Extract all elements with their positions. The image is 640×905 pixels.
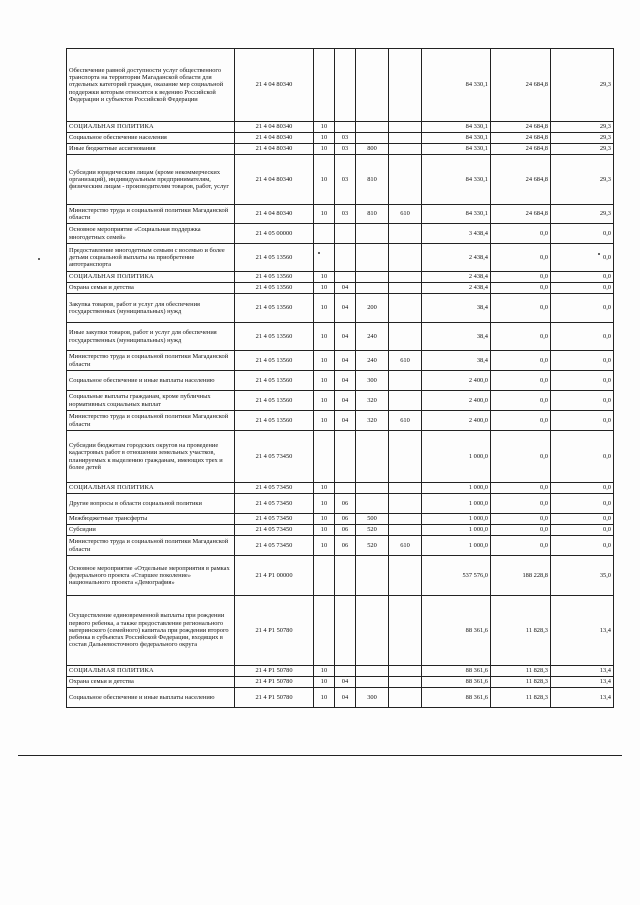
planned-amount-cell: 38,4 — [422, 294, 491, 323]
planned-amount-cell: 84 330,1 — [422, 155, 491, 205]
expense-type-cell: 800 — [356, 144, 389, 155]
executed-amount-cell: 24 684,8 — [491, 144, 551, 155]
section-cell: 10 — [314, 351, 335, 371]
row-name-cell: Межбюджетные трансферты — [67, 514, 235, 525]
table-row — [67, 155, 614, 205]
target-code-cell: 21 4 04 80340 — [235, 205, 314, 224]
administrator-cell — [389, 371, 422, 391]
planned-amount-cell: 88 361,6 — [422, 688, 491, 708]
administrator-cell — [389, 391, 422, 411]
expense-type-cell: 200 — [356, 294, 389, 323]
target-code-cell: 21 4 05 13560 — [235, 391, 314, 411]
table-row — [67, 677, 614, 688]
section-cell: 10 — [314, 514, 335, 525]
target-code-cell: 21 4 05 00000 — [235, 224, 314, 244]
subsection-cell — [335, 431, 356, 483]
planned-amount-cell: 2 438,4 — [422, 272, 491, 283]
section-cell: 10 — [314, 122, 335, 133]
expense-type-cell — [356, 596, 389, 666]
execution-percent-cell: 29,3 — [551, 49, 614, 122]
execution-percent-cell: 0,0 — [551, 351, 614, 371]
row-name-cell: Министерство труда и социальной политики Магаданской области — [67, 536, 235, 556]
executed-amount-cell: 11 828,3 — [491, 596, 551, 666]
section-cell: 10 — [314, 155, 335, 205]
section-cell: 10 — [314, 525, 335, 536]
row-name-cell: Основное мероприятие «Отдельные мероприятия в рамках федерального проекта «Старшее поколение» национального проекта «Демография» — [67, 556, 235, 596]
expense-type-cell: 320 — [356, 391, 389, 411]
table-body — [67, 49, 614, 708]
subsection-cell: 03 — [335, 144, 356, 155]
expense-type-cell: 520 — [356, 536, 389, 556]
subsection-cell — [335, 49, 356, 122]
administrator-cell: 610 — [389, 411, 422, 431]
subsection-cell: 04 — [335, 677, 356, 688]
expense-type-cell — [356, 677, 389, 688]
planned-amount-cell: 84 330,1 — [422, 49, 491, 122]
subsection-cell — [335, 666, 356, 677]
execution-percent-cell: 0,0 — [551, 391, 614, 411]
executed-amount-cell: 0,0 — [491, 294, 551, 323]
target-code-cell: 21 4 Р1 50780 — [235, 596, 314, 666]
table-row — [67, 205, 614, 224]
executed-amount-cell: 24 684,8 — [491, 122, 551, 133]
administrator-cell — [389, 122, 422, 133]
executed-amount-cell: 0,0 — [491, 411, 551, 431]
execution-percent-cell: 0,0 — [551, 411, 614, 431]
administrator-cell — [389, 144, 422, 155]
row-name-cell: Охрана семьи и детства — [67, 677, 235, 688]
table-row — [67, 688, 614, 708]
subsection-cell: 03 — [335, 205, 356, 224]
execution-percent-cell: 29,3 — [551, 144, 614, 155]
target-code-cell: 21 4 04 80340 — [235, 49, 314, 122]
expense-type-cell — [356, 283, 389, 294]
expense-type-cell — [356, 431, 389, 483]
executed-amount-cell: 0,0 — [491, 224, 551, 244]
row-name-cell: Министерство труда и социальной политики Магаданской области — [67, 205, 235, 224]
table-row — [67, 351, 614, 371]
planned-amount-cell: 2 438,4 — [422, 244, 491, 272]
administrator-cell — [389, 596, 422, 666]
row-name-cell: Социальные выплаты гражданам, кроме публичных нормативных социальных выплат — [67, 391, 235, 411]
execution-percent-cell: 0,0 — [551, 323, 614, 351]
execution-percent-cell: 0,0 — [551, 272, 614, 283]
row-name-cell: Охрана семьи и детства — [67, 283, 235, 294]
expense-type-cell: 240 — [356, 323, 389, 351]
planned-amount-cell: 38,4 — [422, 351, 491, 371]
row-name-cell: Иные бюджетные ассигнования — [67, 144, 235, 155]
section-cell: 10 — [314, 294, 335, 323]
administrator-cell: 610 — [389, 536, 422, 556]
executed-amount-cell: 0,0 — [491, 283, 551, 294]
planned-amount-cell: 84 330,1 — [422, 144, 491, 155]
planned-amount-cell: 1 000,0 — [422, 536, 491, 556]
execution-percent-cell: 0,0 — [551, 494, 614, 514]
executed-amount-cell: 0,0 — [491, 323, 551, 351]
section-cell: 10 — [314, 371, 335, 391]
table-row — [67, 411, 614, 431]
row-name-cell: СОЦИАЛЬНАЯ ПОЛИТИКА — [67, 666, 235, 677]
planned-amount-cell: 1 000,0 — [422, 431, 491, 483]
execution-percent-cell: 0,0 — [551, 244, 614, 272]
planned-amount-cell: 3 438,4 — [422, 224, 491, 244]
expense-type-cell: 810 — [356, 155, 389, 205]
administrator-cell — [389, 666, 422, 677]
planned-amount-cell: 2 400,0 — [422, 371, 491, 391]
subsection-cell — [335, 244, 356, 272]
row-name-cell: Субсидии — [67, 525, 235, 536]
row-name-cell: Социальное обеспечение и иные выплаты населению — [67, 688, 235, 708]
execution-percent-cell: 0,0 — [551, 283, 614, 294]
administrator-cell: 610 — [389, 205, 422, 224]
planned-amount-cell: 1 000,0 — [422, 483, 491, 494]
planned-amount-cell: 2 438,4 — [422, 283, 491, 294]
execution-percent-cell: 0,0 — [551, 294, 614, 323]
administrator-cell — [389, 323, 422, 351]
executed-amount-cell: 0,0 — [491, 244, 551, 272]
section-cell: 10 — [314, 688, 335, 708]
execution-percent-cell: 13,4 — [551, 596, 614, 666]
target-code-cell: 21 4 05 73450 — [235, 431, 314, 483]
execution-percent-cell: 0,0 — [551, 483, 614, 494]
expense-type-cell: 320 — [356, 411, 389, 431]
subsection-cell: 04 — [335, 351, 356, 371]
subsection-cell — [335, 483, 356, 494]
expense-type-cell — [356, 49, 389, 122]
table-row — [67, 391, 614, 411]
target-code-cell: 21 4 04 80340 — [235, 133, 314, 144]
planned-amount-cell: 537 576,0 — [422, 556, 491, 596]
execution-percent-cell: 0,0 — [551, 224, 614, 244]
table-row — [67, 666, 614, 677]
target-code-cell: 21 4 05 13560 — [235, 371, 314, 391]
execution-percent-cell: 29,3 — [551, 122, 614, 133]
subsection-cell — [335, 272, 356, 283]
section-cell: 10 — [314, 144, 335, 155]
section-cell: 10 — [314, 411, 335, 431]
administrator-cell — [389, 224, 422, 244]
row-name-cell: Субсидии бюджетам городских округов на проведение кадастровых работ в отношении земельных участков, планируемых к выделению гражданам, имеющих трех и более детей — [67, 431, 235, 483]
expense-type-cell — [356, 122, 389, 133]
scan-speck — [598, 253, 600, 255]
execution-percent-cell: 13,4 — [551, 677, 614, 688]
table-row — [67, 49, 614, 122]
table-row — [67, 596, 614, 666]
section-cell: 10 — [314, 666, 335, 677]
executed-amount-cell: 0,0 — [491, 371, 551, 391]
target-code-cell: 21 4 Р1 50780 — [235, 688, 314, 708]
target-code-cell: 21 4 05 73450 — [235, 494, 314, 514]
section-cell — [314, 431, 335, 483]
section-cell — [314, 596, 335, 666]
table-row — [67, 283, 614, 294]
target-code-cell: 21 4 05 13560 — [235, 272, 314, 283]
table-row — [67, 272, 614, 283]
executed-amount-cell: 11 828,3 — [491, 688, 551, 708]
administrator-cell — [389, 483, 422, 494]
expense-type-cell — [356, 666, 389, 677]
section-cell: 10 — [314, 494, 335, 514]
expense-type-cell — [356, 272, 389, 283]
executed-amount-cell: 24 684,8 — [491, 49, 551, 122]
executed-amount-cell: 188 228,8 — [491, 556, 551, 596]
table-row — [67, 294, 614, 323]
subsection-cell: 04 — [335, 294, 356, 323]
planned-amount-cell: 1 000,0 — [422, 494, 491, 514]
subsection-cell — [335, 122, 356, 133]
section-cell: 10 — [314, 391, 335, 411]
execution-percent-cell: 13,4 — [551, 688, 614, 708]
subsection-cell: 06 — [335, 536, 356, 556]
table-row — [67, 483, 614, 494]
table-row — [67, 514, 614, 525]
administrator-cell — [389, 133, 422, 144]
section-cell: 10 — [314, 323, 335, 351]
row-name-cell: Министерство труда и социальной политики Магаданской области — [67, 411, 235, 431]
row-name-cell: Другие вопросы в области социальной политики — [67, 494, 235, 514]
planned-amount-cell: 2 400,0 — [422, 391, 491, 411]
table-row — [67, 244, 614, 272]
administrator-cell — [389, 244, 422, 272]
executed-amount-cell: 0,0 — [491, 483, 551, 494]
table-row — [67, 144, 614, 155]
expense-type-cell — [356, 494, 389, 514]
page-bottom-rule — [18, 755, 622, 756]
table-row — [67, 536, 614, 556]
section-cell: 10 — [314, 205, 335, 224]
section-cell — [314, 244, 335, 272]
section-cell: 10 — [314, 483, 335, 494]
target-code-cell: 21 4 04 80340 — [235, 144, 314, 155]
administrator-cell — [389, 49, 422, 122]
target-code-cell: 21 4 05 13560 — [235, 294, 314, 323]
target-code-cell: 21 4 05 13560 — [235, 244, 314, 272]
section-cell: 10 — [314, 536, 335, 556]
executed-amount-cell: 24 684,8 — [491, 205, 551, 224]
executed-amount-cell: 24 684,8 — [491, 133, 551, 144]
execution-percent-cell: 29,3 — [551, 155, 614, 205]
row-name-cell: Обеспечение равной доступности услуг общественного транспорта на территории Магаданской области для отдельных категорий граждан, оказание мер социальной поддержки которым относится к ведению Российской Федерации и субъектов Российской Федерации — [67, 49, 235, 122]
row-name-cell: Предоставление многодетным семьям с восемью и более детьми социальной выплаты на приобретение автотранспорта — [67, 244, 235, 272]
administrator-cell — [389, 525, 422, 536]
target-code-cell: 21 4 05 13560 — [235, 283, 314, 294]
subsection-cell: 04 — [335, 391, 356, 411]
executed-amount-cell: 0,0 — [491, 351, 551, 371]
planned-amount-cell: 88 361,6 — [422, 666, 491, 677]
row-name-cell: Субсидии юридическим лицам (кроме некоммерческих организаций), индивидуальным предпринимателям, физическим лицам - производителям товаров, работ, услуг — [67, 155, 235, 205]
target-code-cell: 21 4 Р1 50780 — [235, 677, 314, 688]
execution-percent-cell: 0,0 — [551, 536, 614, 556]
administrator-cell — [389, 283, 422, 294]
target-code-cell: 21 4 05 73450 — [235, 483, 314, 494]
planned-amount-cell: 88 361,6 — [422, 596, 491, 666]
execution-percent-cell: 0,0 — [551, 371, 614, 391]
target-code-cell: 21 4 05 13560 — [235, 351, 314, 371]
planned-amount-cell: 38,4 — [422, 323, 491, 351]
planned-amount-cell: 1 000,0 — [422, 514, 491, 525]
table-row — [67, 133, 614, 144]
scan-speck — [38, 258, 40, 260]
subsection-cell — [335, 596, 356, 666]
executed-amount-cell: 11 828,3 — [491, 666, 551, 677]
executed-amount-cell: 0,0 — [491, 391, 551, 411]
subsection-cell — [335, 556, 356, 596]
table-row — [67, 494, 614, 514]
execution-percent-cell: 29,3 — [551, 205, 614, 224]
target-code-cell: 21 4 Р1 00000 — [235, 556, 314, 596]
executed-amount-cell: 0,0 — [491, 494, 551, 514]
row-name-cell: Иные закупки товаров, работ и услуг для обеспечения государственных (муниципальных) нужд — [67, 323, 235, 351]
executed-amount-cell: 0,0 — [491, 525, 551, 536]
subsection-cell: 04 — [335, 688, 356, 708]
executed-amount-cell: 0,0 — [491, 514, 551, 525]
planned-amount-cell: 2 400,0 — [422, 411, 491, 431]
table-row — [67, 371, 614, 391]
administrator-cell — [389, 494, 422, 514]
planned-amount-cell: 84 330,1 — [422, 133, 491, 144]
execution-percent-cell: 0,0 — [551, 514, 614, 525]
subsection-cell: 03 — [335, 155, 356, 205]
section-cell: 10 — [314, 133, 335, 144]
scan-speck — [318, 252, 320, 254]
target-code-cell: 21 4 04 80340 — [235, 155, 314, 205]
row-name-cell: Закупка товаров, работ и услуг для обеспечения государственных (муниципальных) нужд — [67, 294, 235, 323]
row-name-cell: Министерство труда и социальной политики Магаданской области — [67, 351, 235, 371]
target-code-cell: 21 4 05 13560 — [235, 323, 314, 351]
row-name-cell: Осуществление единовременной выплаты при рождении первого ребенка, а также предоставление регионального материнского (семейного) капитала при рождении второго ребенка в субъектах Российской Федерации, входящих в состав Дальневосточного федерального округа — [67, 596, 235, 666]
subsection-cell: 04 — [335, 411, 356, 431]
section-cell — [314, 49, 335, 122]
table-row — [67, 525, 614, 536]
target-code-cell: 21 4 05 73450 — [235, 525, 314, 536]
administrator-cell — [389, 556, 422, 596]
expense-type-cell: 500 — [356, 514, 389, 525]
target-code-cell: 21 4 Р1 50780 — [235, 666, 314, 677]
table-row — [67, 556, 614, 596]
target-code-cell: 21 4 05 73450 — [235, 536, 314, 556]
row-name-cell: СОЦИАЛЬНАЯ ПОЛИТИКА — [67, 122, 235, 133]
execution-percent-cell: 35,0 — [551, 556, 614, 596]
section-cell — [314, 556, 335, 596]
executed-amount-cell: 0,0 — [491, 272, 551, 283]
execution-percent-cell: 13,4 — [551, 666, 614, 677]
planned-amount-cell: 88 361,6 — [422, 677, 491, 688]
expense-type-cell — [356, 556, 389, 596]
administrator-cell — [389, 688, 422, 708]
row-name-cell: СОЦИАЛЬНАЯ ПОЛИТИКА — [67, 272, 235, 283]
row-name-cell: Основное мероприятие «Социальная поддержка многодетных семей» — [67, 224, 235, 244]
administrator-cell — [389, 514, 422, 525]
target-code-cell: 21 4 05 13560 — [235, 411, 314, 431]
row-name-cell: Социальное обеспечение населения — [67, 133, 235, 144]
expense-type-cell: 810 — [356, 205, 389, 224]
subsection-cell: 06 — [335, 494, 356, 514]
administrator-cell — [389, 294, 422, 323]
expense-type-cell: 240 — [356, 351, 389, 371]
subsection-cell: 04 — [335, 283, 356, 294]
expense-type-cell: 520 — [356, 525, 389, 536]
target-code-cell: 21 4 04 80340 — [235, 122, 314, 133]
section-cell: 10 — [314, 677, 335, 688]
section-cell — [314, 224, 335, 244]
subsection-cell: 06 — [335, 525, 356, 536]
subsection-cell: 04 — [335, 371, 356, 391]
administrator-cell — [389, 431, 422, 483]
section-cell: 10 — [314, 283, 335, 294]
executed-amount-cell: 0,0 — [491, 536, 551, 556]
expense-type-cell: 300 — [356, 688, 389, 708]
expense-type-cell — [356, 224, 389, 244]
planned-amount-cell: 84 330,1 — [422, 122, 491, 133]
table-row — [67, 122, 614, 133]
row-name-cell: Социальное обеспечение и иные выплаты населению — [67, 371, 235, 391]
executed-amount-cell: 24 684,8 — [491, 155, 551, 205]
expense-type-cell — [356, 133, 389, 144]
table-row — [67, 224, 614, 244]
expense-type-cell: 300 — [356, 371, 389, 391]
table-row — [67, 431, 614, 483]
execution-percent-cell: 29,3 — [551, 133, 614, 144]
subsection-cell — [335, 224, 356, 244]
subsection-cell: 06 — [335, 514, 356, 525]
expense-type-cell — [356, 483, 389, 494]
executed-amount-cell: 0,0 — [491, 431, 551, 483]
executed-amount-cell: 11 828,3 — [491, 677, 551, 688]
target-code-cell: 21 4 05 73450 — [235, 514, 314, 525]
subsection-cell: 04 — [335, 323, 356, 351]
budget-execution-table — [66, 48, 614, 708]
administrator-cell — [389, 272, 422, 283]
expense-type-cell — [356, 244, 389, 272]
table-row — [67, 323, 614, 351]
planned-amount-cell: 1 000,0 — [422, 525, 491, 536]
administrator-cell — [389, 677, 422, 688]
execution-percent-cell: 0,0 — [551, 525, 614, 536]
section-cell: 10 — [314, 272, 335, 283]
planned-amount-cell: 84 330,1 — [422, 205, 491, 224]
execution-percent-cell: 0,0 — [551, 431, 614, 483]
subsection-cell: 03 — [335, 133, 356, 144]
administrator-cell: 610 — [389, 351, 422, 371]
row-name-cell: СОЦИАЛЬНАЯ ПОЛИТИКА — [67, 483, 235, 494]
administrator-cell — [389, 155, 422, 205]
